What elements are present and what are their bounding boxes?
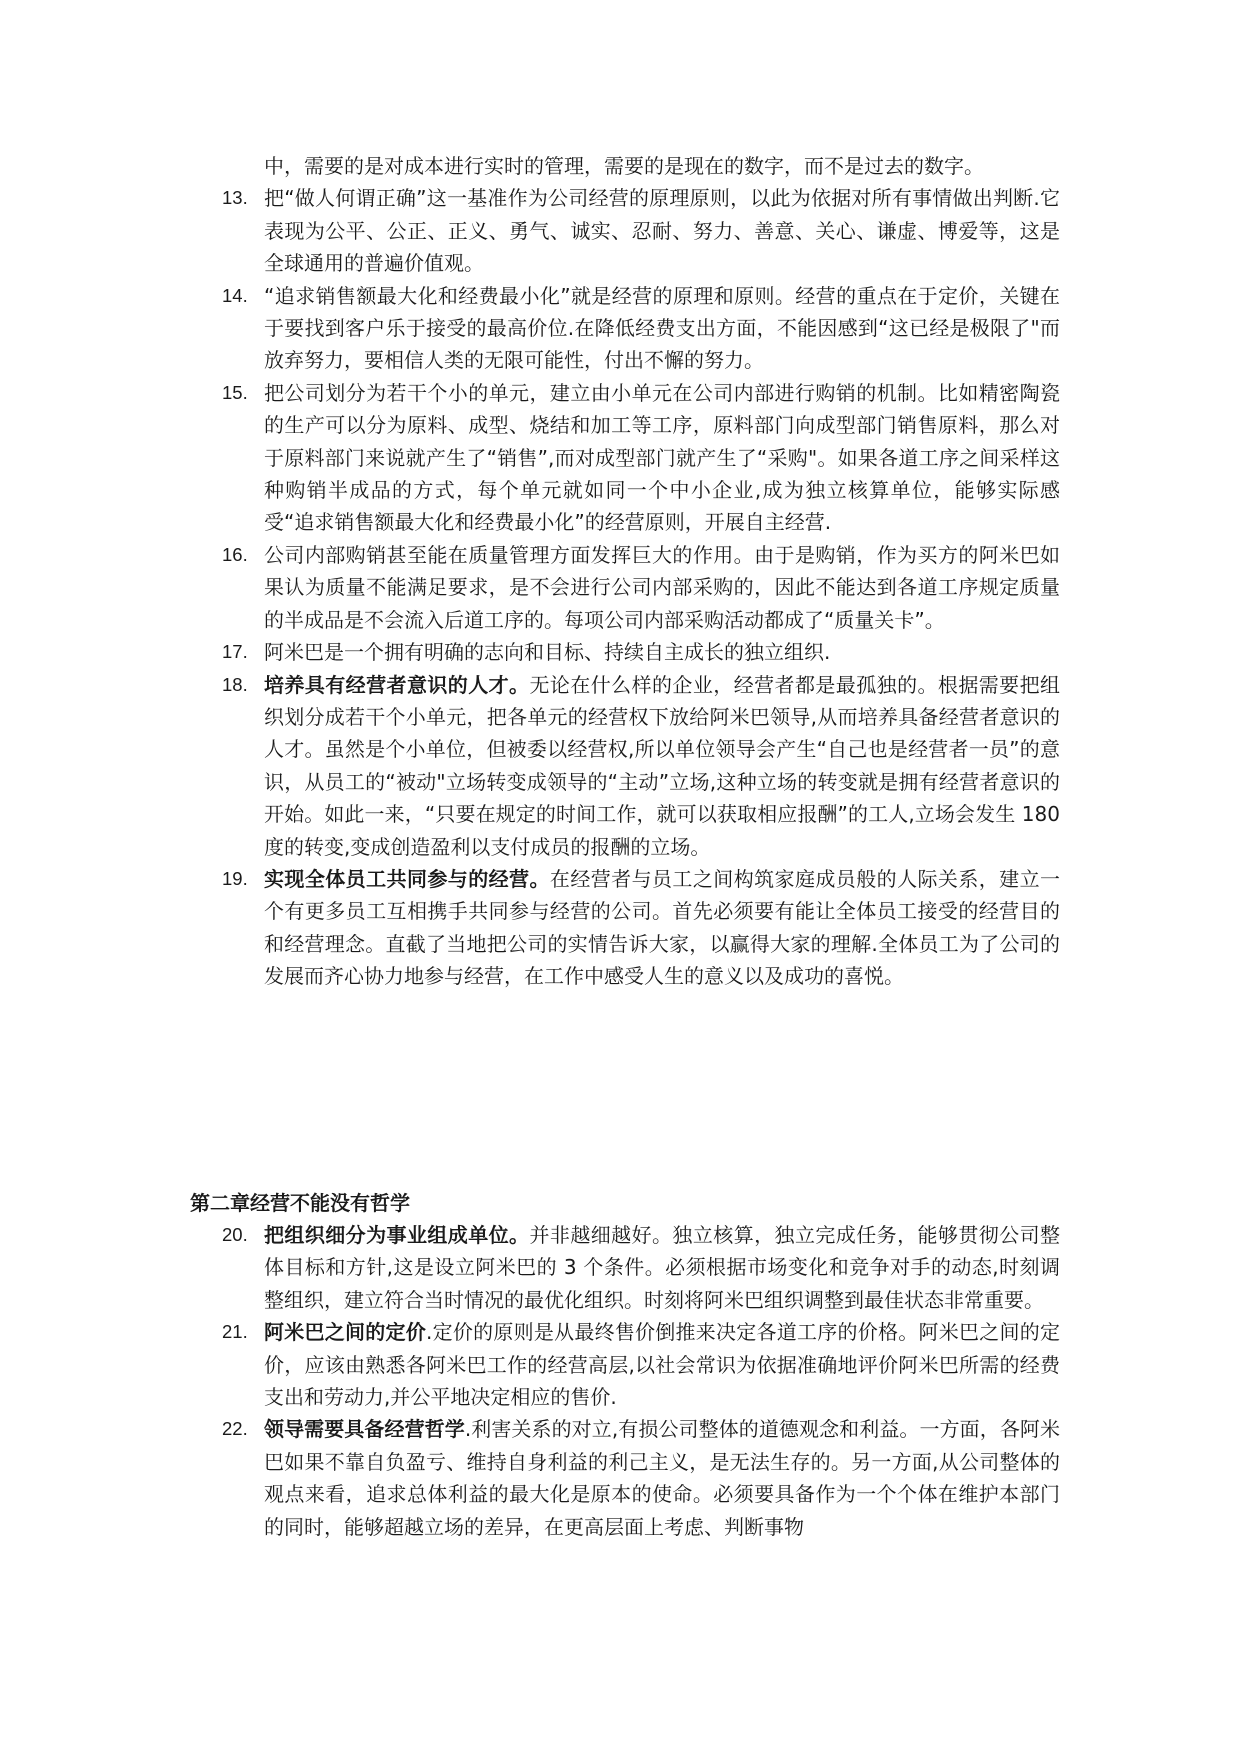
item-lead: 实现全体员工共同参与的经营。: [264, 866, 550, 891]
item-text: .定价的原则是从最终售价倒推来决定各道工序的价格。阿米巴之间的定价，应该由熟悉各阿米巴工作的经营高层,以社会常识为依据准确地评价阿米巴所需的经费支出和劳动力,并公平地决定相应的售价.: [264, 1320, 1061, 1410]
item-number: 18.: [222, 673, 248, 695]
chapter-heading: 第二章经营不能没有哲学: [190, 1191, 410, 1215]
list-item-18: [190, 669, 1060, 863]
item-text: .利害关系的对立,有损公司整体的道德观念和利益。一方面，各阿米巴如果不靠自负盈亏、维持自身利益的利己主义，是无法生存的。另一方面,从公司整体的观点来看，追求总体利益的最大化是原本的使命。必须要具备作为一个个体在维护本部门的同时，能够超越立场的差异，在更高层面上考虑、判断事物: [264, 1417, 1061, 1539]
list-item-17: [190, 636, 1060, 668]
list-item-13: [190, 182, 1060, 279]
list-item-16: [190, 539, 1060, 636]
item-text: 公司内部购销甚至能在质量管理方面发挥巨大的作用。由于是购销，作为买方的阿米巴如果认为质量不能满足要求，是不会进行公司内部采购的，因此不能达到各道工序规定质量的半成品是不会流入后道工序的。每项公司内部采购活动都成了“质量关卡”。: [264, 542, 1060, 632]
item-number: 13.: [222, 187, 248, 209]
item-lead: 培养具有经营者意识的人才。: [264, 672, 530, 697]
item-text: 把“做人何谓正确”这一基准作为公司经营的原理原则，以此为依据对所有事情做出判断.它表现为公平、公正、正义、勇气、诚实、忍耐、努力、善意、关心、谦虚、博爱等，这是全球通用的普遍价值观。: [264, 186, 1060, 276]
item-text: 阿米巴是一个拥有明确的志向和目标、持续自主成长的独立组织.: [264, 640, 831, 665]
list-item-15: [190, 377, 1060, 539]
list-item-21: [190, 1316, 1060, 1413]
item-text: 并非越细越好。独立核算，独立完成任务，能够贯彻公司整体目标和方针,这是设立阿米巴的 3 个条件。必须根据市场变化和竞争对手的动态,时刻调整组织，建立符合当时情况的最优化组织。时刻将阿米巴组织调整到最佳状态非常重要。: [264, 1223, 1061, 1312]
item-lead: 领导需要具备经营哲学: [264, 1417, 465, 1442]
item-text: “追求销售额最大化和经费最小化”就是经营的原理和原则。经营的重点在于定价，关键在于要找到客户乐于接受的最高价位.在降低经费支出方面，不能因感到“这已经是极限了"而放弃努力，要相信人类的无限可能性，付出不懈的努力。: [264, 283, 1060, 373]
item-number: 15.: [222, 381, 248, 403]
item-text: 把公司划分为若干个小的单元，建立由小单元在公司内部进行购销的机制。比如精密陶瓷的生产可以分为原料、成型、烧结和加工等工序，原料部门向成型部门销售原料，那么对于原料部门来说就产生了“销售”,而对成型部门就产生了“采购"。如果各道工序之间采样这种购销半成品的方式，每个单元就如同一个中小企业,成为独立核算单位，能够实际感受“追求销售额最大化和经费最小化”的经营原则，开展自主经营.: [264, 380, 1060, 535]
item-number: 21.: [222, 1321, 248, 1343]
list-block-upper: [190, 150, 1060, 993]
item-number: 22.: [222, 1418, 248, 1440]
list-item-22: [190, 1413, 1060, 1543]
item-number: 14.: [222, 284, 248, 306]
list-item-20: [190, 1219, 1060, 1316]
item-text: 在经营者与员工之间构筑家庭成员般的人际关系，建立一个有更多员工互相携手共同参与经营的公司。首先必须要有能让全体员工接受的经营目的和经营理念。直截了当地把公司的实情告诉大家，以赢得大家的理解.全体员工为了公司的发展而齐心协力地参与经营，在工作中感受人生的意义以及成功的喜悦。: [264, 866, 1061, 989]
item-number: 17.: [222, 641, 248, 663]
list-item-14: [190, 280, 1060, 377]
item-number: 19.: [222, 867, 248, 889]
item-text: 无论在什么样的企业，经营者都是最孤独的。根据需要把组织划分成若干个小单元，把各单元的经营权下放给阿米巴领导,从而培养具备经营者意识的人才。虽然是个小单位，但被委以经营权,所以单位领导会产生“自己也是经营者一员”的意识，从员工的“被动"立场转变成领导的“主动”立场,这种立场的转变就是拥有经营者意识的开始。如此一来，“只要在规定的时间工作，就可以获取相应报酬”的工人,立场会发生 180 度的转变,变成创造盈利以支付成员的报酬的立场。: [264, 672, 1061, 859]
list-item-19: [190, 863, 1060, 993]
list-block-lower: [190, 1219, 1060, 1543]
item-number: 20.: [222, 1224, 248, 1245]
item-lead: 阿米巴之间的定价: [264, 1320, 426, 1345]
item-number: 16.: [222, 543, 248, 565]
item-lead: 把组织细分为事业组成单位。: [264, 1223, 530, 1247]
continuation-text: 中，需要的是对成本进行实时的管理，需要的是现在的数字，而不是过去的数字。: [264, 154, 984, 178]
